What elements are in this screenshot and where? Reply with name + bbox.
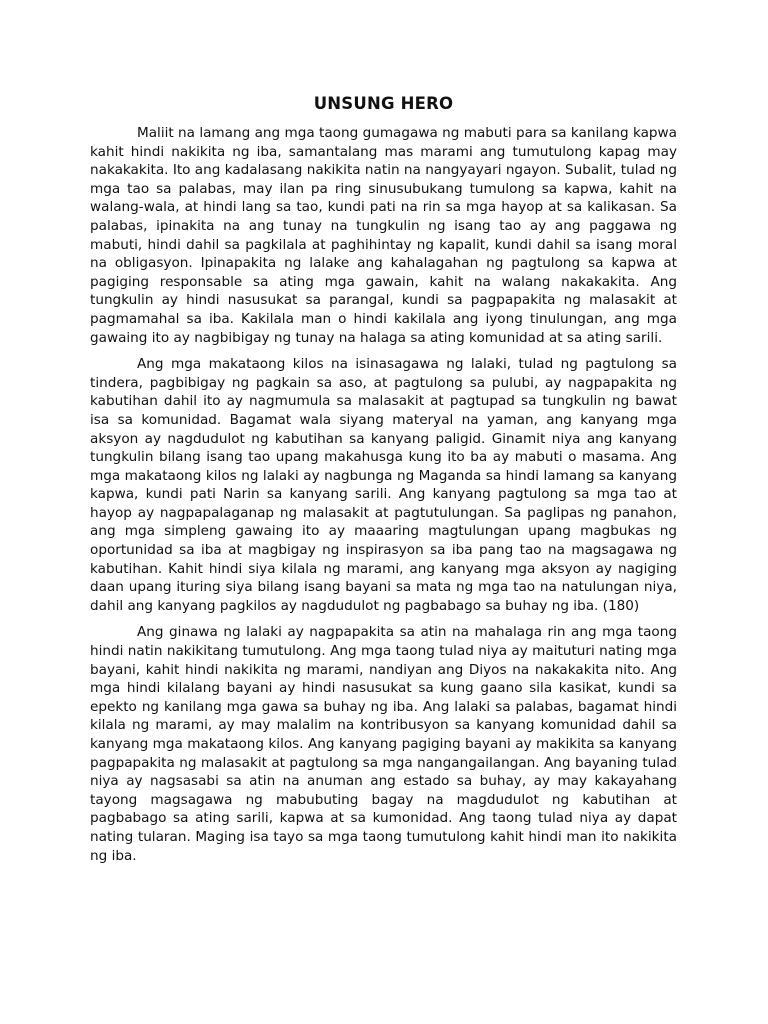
document-page [90,93,677,873]
paragraph-3: Ang ginawa ng lalaki ay nagpapakita sa atin na mahalaga rin ang mga taong hindi natin nakikitang tumutulong. Ang mga taong tulad niya ay maituturi nating mga bayani, kahit hindi nakikita ng marami, nandiyan ang Diyos na nakakakita nito. Ang mga hindi kilalang bayani ay hindi nasusukat sa kung gaano sila kasikat, kundi sa epekto ng kanilang mga gawa sa buhay ng iba. Ang lalaki sa palabas, bagamat hindi kilala ng marami, ay may malalim na kontribusyon sa kanyang komunidad dahil sa kanyang mga makataong kilos. Ang kanyang pagiging bayani ay makikita sa kanyang pagpapakita ng malasakit at pagtulong sa mga nangangailangan. Ang bayaning tulad niya ay nagsasabi sa atin na anuman ang estado sa buhay, ay may kakayahang tayong magsagawa ng mabubuting bagay na magdudulot ng kabutihan at pagbabago sa ating sarili, kapwa at sa kumonidad. Ang taong tulad niya ay dapat nating tularan. Maging isa tayo sa mga taong tumutulong kahit hindi man ito nakikita ng iba. [90,624,677,864]
paragraph-1: Maliit na lamang ang mga taong gumagawa ng mabuti para sa kanilang kapwa kahit hindi nakikita ng iba, samantalang mas marami ang tumutulong kapag may nakakakita. Ito ang kadalasang nakikita natin na nangyayari ngayon. Subalit, tulad ng mga tao sa palabas, may ilan pa ring sinusubukang tumulong sa kapwa, kahit na walang-wala, at hindi lang sa tao, kundi pati na rin sa mga hayop at sa kalikasan. Sa palabas, ipinakita na ang tunay na tungkulin ng isang tao ay ang paggawa ng mabuti, hindi dahil sa pagkilala at paghihintay ng kapalit, kundi dahil sa isang moral na obligasyon. Ipinapakita ng lalake ang kahalagahan ng pagtulong sa kapwa at pagiging responsable sa ating mga gawain, kahit na walang nakakakita. Ang tungkulin ay hindi nasusukat sa parangal, kundi sa pagpapakita ng malasakit at pagmamahal sa iba. Kakilala man o hindi kakilala ang iyong tinulungan, ang mga gawaing ito ay nagbibigay ng tunay na halaga sa ating komunidad at sa ating sarili. [90,125,677,346]
document-title: UNSUNG HERO [313,94,454,113]
paragraph-2: Ang mga makataong kilos na isinasagawa ng lalaki, tulad ng pagtulong sa tindera, pagbibigay ng pagkain sa aso, at pagtulong sa pulubi, ay nagpapakita ng kabutihan dahil ito ay nagmumula sa malasakit at pagtupad sa tungkulin ng bawat isa sa komunidad. Bagamat wala siyang materyal na yaman, ang kanyang mga aksyon ay nagdudulot ng kabutihan sa kanyang paligid. Ginamit niya ang kanyang tungkulin bilang isang tao upang makahusga kung ito ba ay mabuti o masama. Ang mga makataong kilos ng lalaki ay nagbunga ng Maganda sa hindi lamang sa kanyang kapwa, kundi pati Narin sa kanyang sarili. Ang kanyang pagtulong sa mga tao at hayop ay nagpapalaganap ng malasakit at pagtutulungan. Sa paglipas ng panahon, ang mga simpleng gawaing ito ay maaaring magtulungan upang magbukas ng oportunidad sa iba at magbigay ng inspirasyon sa iba pang tao na magsagawa ng kabutihan. Kahit hindi siya kilala ng marami, ang kanyang mga aksyon ay nagiging daan upang ituring siya bilang isang bayani sa mata ng mga tao na natulungan niya, dahil ang kanyang pagkilos ay nagdudulot ng pagbabago sa buhay ng iba. (180) [90,356,677,614]
